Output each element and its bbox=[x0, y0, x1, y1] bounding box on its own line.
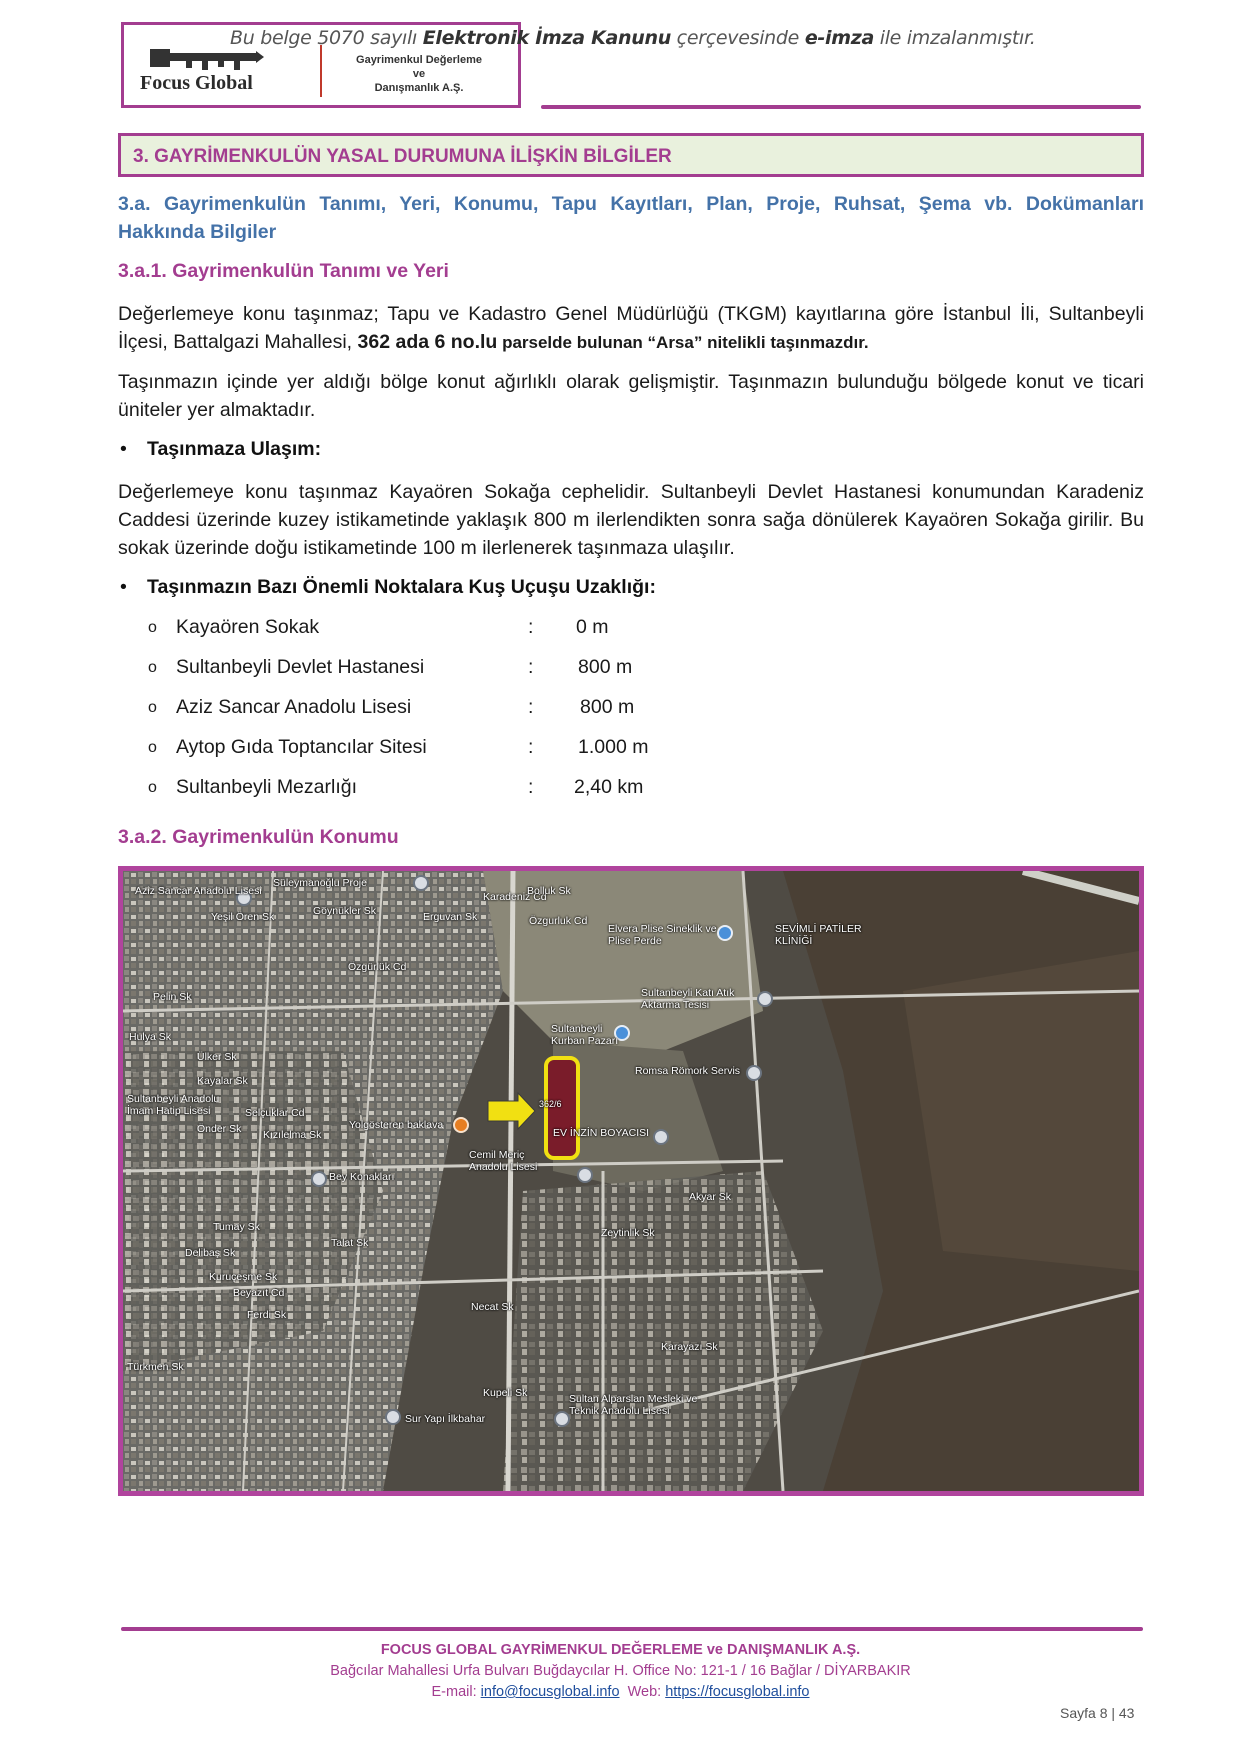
footer-contact bbox=[0, 1684, 1241, 1700]
subsection-3a-title-line2: Hakkında Bilgiler bbox=[118, 221, 277, 243]
header-rule bbox=[541, 105, 1141, 109]
map-label: Ferdi Sk bbox=[247, 1309, 287, 1321]
subsection-3a1-title: 3.a.1. Gayrimenkulün Tanımı ve Yeri bbox=[118, 260, 449, 282]
map-label: Karayazı Sk bbox=[661, 1341, 718, 1353]
distance-colon: : bbox=[528, 696, 534, 718]
distance-row bbox=[148, 736, 748, 776]
map-label: Elvera Plise Sineklik ve Plise Perde bbox=[608, 923, 717, 947]
distance-value: 1.000 m bbox=[578, 736, 649, 758]
map-label: Romsa Römork Servis bbox=[635, 1065, 741, 1077]
logo-name: Focus Global bbox=[140, 72, 253, 94]
logo-sub-line: Danışmanlık A.Ş. bbox=[374, 82, 464, 94]
map-pin-icon bbox=[577, 1167, 593, 1183]
email-link[interactable]: info@focusglobal.info bbox=[480, 1684, 620, 1700]
bullet-dot: • bbox=[120, 576, 127, 598]
map-pin-icon bbox=[311, 1171, 327, 1187]
map-label: Necat Sk bbox=[471, 1301, 514, 1313]
map-label: Sur Yapı İlkbahar bbox=[405, 1413, 486, 1425]
map-label: Bolluk Sk bbox=[527, 885, 571, 897]
esign-prefix: Bu belge 5070 sayılı bbox=[230, 27, 423, 49]
distance-row bbox=[148, 776, 748, 816]
map-label: Kuruçeşme Sk bbox=[209, 1271, 278, 1283]
distance-name: Kayaören Sokak bbox=[176, 616, 320, 638]
map-pin-icon bbox=[453, 1117, 469, 1133]
distance-name: Sultanbeyli Mezarlığı bbox=[176, 776, 358, 798]
esign-mid: çerçevesinde bbox=[670, 27, 805, 49]
map-label: Kızılelma Sk bbox=[263, 1129, 322, 1141]
logo-divider bbox=[320, 45, 322, 97]
esign-suffix: ile imzalanmıştır. bbox=[873, 27, 1036, 49]
circle-bullet-icon: o bbox=[148, 699, 157, 716]
distance-row bbox=[148, 696, 748, 736]
map-label: Süleymanoğlu Proje bbox=[273, 877, 367, 889]
map-label: Tumay Sk bbox=[213, 1221, 260, 1233]
map-label: Kupeli Sk bbox=[483, 1387, 528, 1399]
distance-colon: : bbox=[528, 616, 534, 638]
circle-bullet-icon: o bbox=[148, 739, 157, 756]
map-pin-icon bbox=[554, 1411, 570, 1427]
logo-subtitle bbox=[324, 53, 514, 95]
page-number: Sayfa 8 | 43 bbox=[1060, 1705, 1135, 1721]
map-label: Cemil Meriç Anadolu Lisesi bbox=[469, 1149, 538, 1173]
paragraph-2: Taşınmazın içinde yer aldığı bölge konut ağırlıklı olarak gelişmiştir. Taşınmazın bulunduğu bölgede konut ve ticari üniteler yer almaktadır. bbox=[118, 371, 1144, 421]
logo-sub-line: ve bbox=[412, 68, 426, 80]
web-label: Web: bbox=[619, 1684, 666, 1700]
distance-colon: : bbox=[528, 656, 534, 678]
distance-value: 800 m bbox=[578, 656, 633, 678]
distance-value: 0 m bbox=[576, 616, 609, 638]
map-label: Türkmen Sk bbox=[127, 1361, 184, 1373]
map-label: Yolgösteren baklava bbox=[349, 1119, 444, 1131]
map-label: Karadeniz Cd bbox=[483, 891, 547, 903]
map-label: Selçuklar Cd bbox=[245, 1107, 305, 1119]
web-link[interactable]: https://focusglobal.info bbox=[665, 1684, 810, 1700]
bullet-title-distances: Taşınmazın Bazı Önemli Noktalara Kuş Uçuşu Uzaklığı: bbox=[147, 576, 656, 598]
subsection-3a2-title: 3.a.2. Gayrimenkulün Konumu bbox=[118, 826, 399, 848]
esign-eimza: e-imza bbox=[804, 27, 874, 49]
map-label: Sultanbeyli Katı Atık Aktarma Tesisi bbox=[641, 987, 735, 1011]
map-label: Sultanbeyli Kurban Pazarı bbox=[551, 1023, 619, 1047]
distance-colon: : bbox=[528, 736, 534, 758]
map-label: Aziz Sancar Anadolu Lisesi bbox=[135, 885, 262, 897]
distance-value: 2,40 km bbox=[574, 776, 644, 798]
distance-colon: : bbox=[528, 776, 534, 798]
map-pin-icon bbox=[413, 875, 429, 891]
map-label: Bey Konakları bbox=[329, 1171, 395, 1183]
distance-name: Aytop Gıda Toptancılar Sitesi bbox=[176, 736, 427, 758]
paragraph-3: Değerlemeye konu taşınmaz Kayaören Sokağa cephelidir. Sultanbeyli Devlet Hastanesi konumundan Karadeniz Caddesi üzerinde kuzey istikametinde yaklaşık 800 m ilerlendikten sonra sağa dönülerek Kayaören Sokağa girilir. Bu sokak üzerinde doğu istikametinde 100 m ilerlenerek taşınmaza ulaşılır. bbox=[118, 481, 1144, 559]
map-label: Erguvan Sk bbox=[423, 911, 478, 923]
p1-text: İlçesi, Battalgazi Mahallesi, bbox=[118, 331, 358, 353]
map-pin-icon bbox=[746, 1065, 762, 1081]
circle-bullet-icon: o bbox=[148, 659, 157, 676]
map-label: Özgurluk Cd bbox=[529, 915, 588, 927]
footer-address: Bağcılar Mahallesi Urfa Bulvarı Buğdaycılar H. Office No: 121-1 / 16 Bağlar / DİYARBAKIR bbox=[330, 1663, 911, 1679]
p1-text-bold: parselde bulunan “Arsa” nitelikli taşınmazdır. bbox=[497, 333, 869, 352]
subsection-3a-title-line1: 3.a. Gayrimenkulün Tanımı, Yeri, Konumu, Tapu Kayıtları, Plan, Proje, Ruhsat, Şema vb. Dokümanları bbox=[118, 193, 1144, 215]
footer-rule bbox=[121, 1627, 1143, 1631]
map-pin-icon bbox=[717, 925, 733, 941]
paragraph-1-line1: Değerlemeye konu taşınmaz; Tapu ve Kadastro Genel Müdürlüğü (TKGM) kayıtlarına göre İstanbul İli, Sultanbeyli bbox=[118, 303, 1144, 325]
email-label: E-mail: bbox=[431, 1684, 481, 1700]
map-label: Zeytinlik Sk bbox=[601, 1227, 655, 1239]
esignature-notice bbox=[230, 27, 1036, 49]
bullet-dot: • bbox=[120, 438, 127, 460]
map-label: Beyazıt Cd bbox=[233, 1287, 285, 1299]
footer-company: FOCUS GLOBAL GAYRİMENKUL DEĞERLEME ve DANIŞMANLIK A.Ş. bbox=[380, 1642, 861, 1658]
map-label: Pelin Sk bbox=[153, 991, 192, 1003]
map-label: EV İNZİN BOYACISI bbox=[553, 1127, 650, 1139]
logo-sub-line: Gayrimenkul Değerleme bbox=[356, 54, 482, 66]
bullet-title-access: Taşınmaza Ulaşım: bbox=[147, 438, 322, 460]
map-label: Sultan Alparslan Mesleki ve Teknik Anadolu Lisesi bbox=[569, 1393, 698, 1417]
map-label: Delibaş Sk bbox=[185, 1247, 236, 1259]
location-map bbox=[118, 866, 1144, 1496]
distance-row bbox=[148, 656, 748, 696]
distance-value: 800 m bbox=[580, 696, 635, 718]
map-label: Akyar Sk bbox=[689, 1191, 732, 1203]
parcel-label: 362/6 bbox=[539, 1099, 562, 1109]
map-label: Ülker Sk bbox=[197, 1051, 237, 1063]
parcel-number: 362 ada 6 no.lu bbox=[357, 331, 498, 353]
map-pin-icon bbox=[653, 1129, 669, 1145]
map-label: Yeşil Ören Sk bbox=[211, 911, 275, 923]
map-label: Özgürlük Cd bbox=[348, 961, 407, 973]
map-label: Önder Sk bbox=[197, 1123, 242, 1135]
map-label: Göynükler Sk bbox=[313, 905, 377, 917]
distance-row bbox=[148, 616, 748, 656]
map-label: Talat Sk bbox=[331, 1237, 369, 1249]
map-pin-icon bbox=[385, 1409, 401, 1425]
section-title: 3. GAYRİMENKULÜN YASAL DURUMUNA İLİŞKİN BİLGİLER bbox=[133, 146, 672, 167]
circle-bullet-icon: o bbox=[148, 619, 157, 636]
map-label: SEVİMLİ PATİLER KLİNİĞİ bbox=[775, 923, 862, 947]
paragraph-1-line2 bbox=[118, 328, 1144, 357]
esign-law: Elektronik İmza Kanunu bbox=[422, 27, 671, 49]
map-label: Sultanbeyli Anadolu İmam Hatip Lisesi bbox=[127, 1093, 220, 1117]
map-label: Kayalar Sk bbox=[197, 1075, 248, 1087]
distance-name: Sultanbeyli Devlet Hastanesi bbox=[176, 656, 425, 678]
circle-bullet-icon: o bbox=[148, 779, 157, 796]
section-banner bbox=[118, 133, 1144, 177]
map-label: Hulya Sk bbox=[129, 1031, 172, 1043]
distance-name: Aziz Sancar Anadolu Lisesi bbox=[176, 696, 412, 718]
